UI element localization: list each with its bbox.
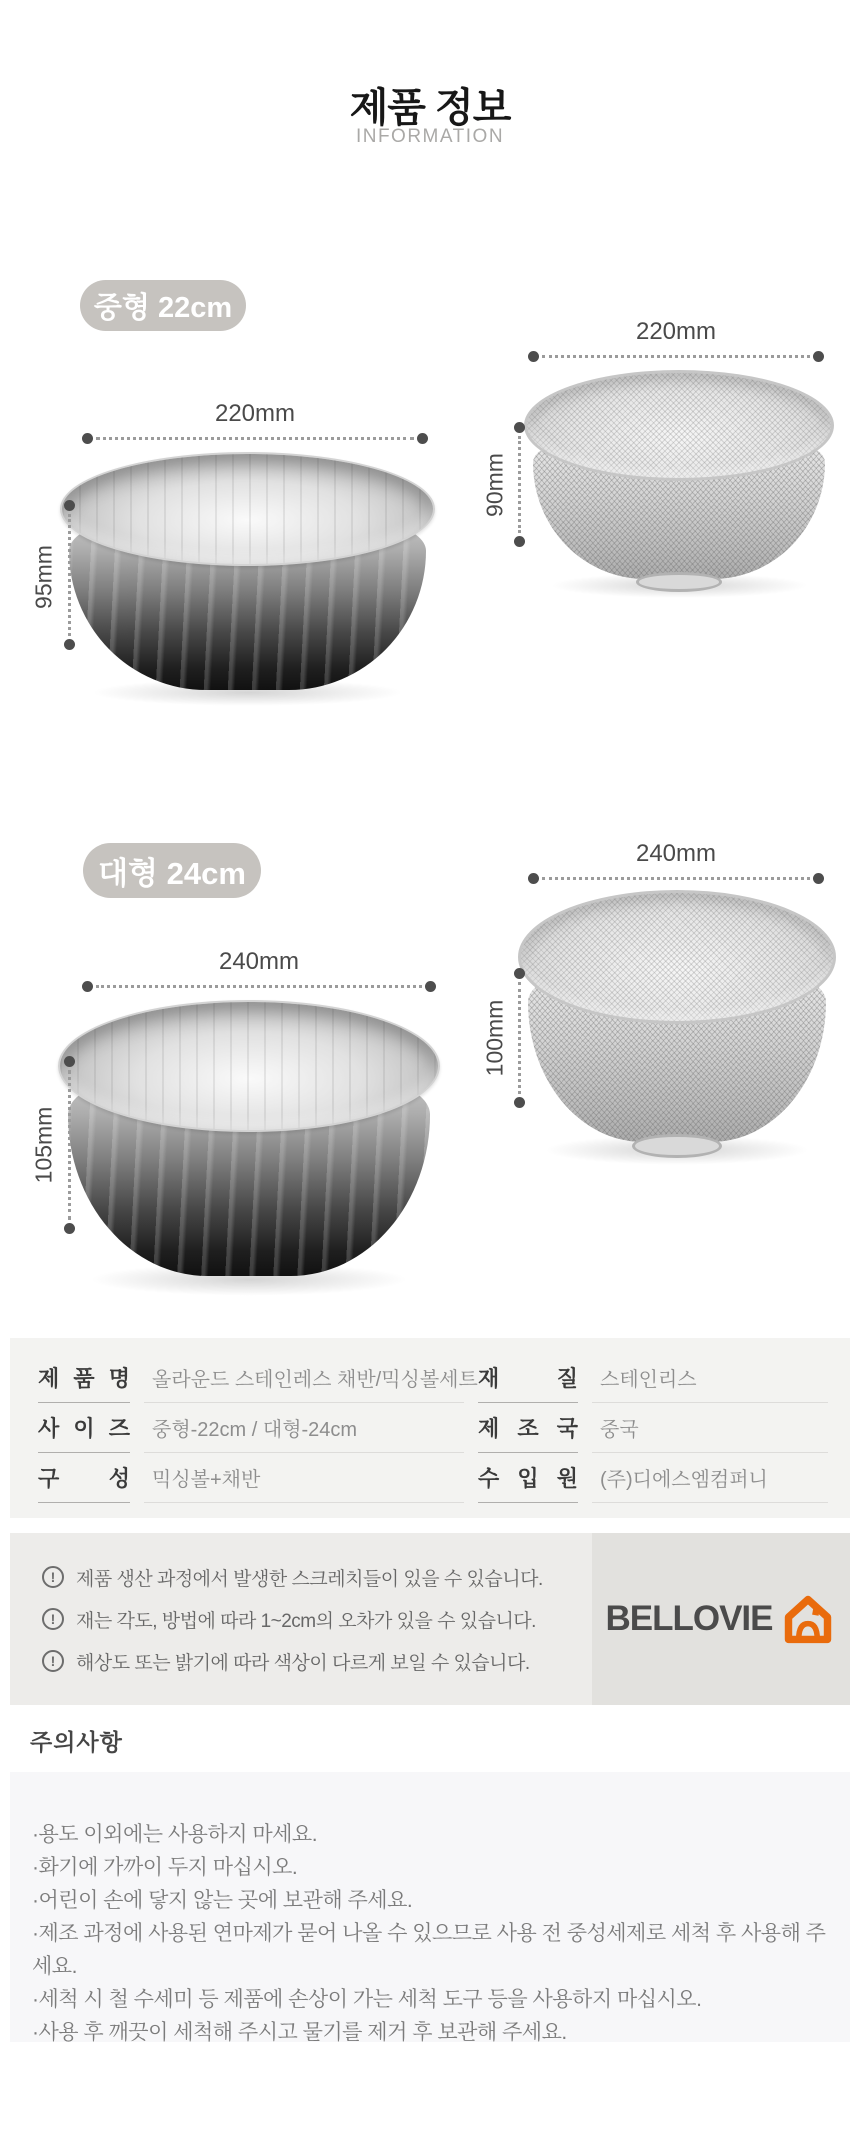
strainer-height-line	[514, 422, 525, 547]
notice-text: 해상도 또는 밝기에 따라 색상이 다르게 보일 수 있습니다.	[76, 1652, 530, 1674]
notice-item	[42, 1556, 543, 1598]
strainer-width-line	[528, 873, 824, 884]
notice-text: 재는 각도, 방법에 따라 1~2cm의 오차가 있을 수 있습니다.	[76, 1610, 536, 1632]
spec-value-importer: (주)디에스엠컴퍼니	[592, 1453, 828, 1503]
bowl-width-line	[82, 981, 436, 992]
notice-item	[42, 1640, 543, 1682]
spec-value-material: 스테인리스	[592, 1353, 828, 1403]
notice-text: 제품 생산 과정에서 발생한 스크레치들이 있을 수 있습니다.	[76, 1568, 543, 1590]
caution-item: ·어린이 손에 닿지 않는 곳에 보관해 주세요.	[32, 1889, 413, 1912]
caution-item: ·사용 후 깨끗이 세척해 주시고 물기를 제거 후 보관해 주세요.	[32, 2021, 567, 2044]
strainer-foot	[636, 572, 723, 592]
bowl-height-label: 105mm	[30, 1106, 57, 1184]
mixing-bowl-image-large	[58, 1000, 440, 1288]
size-badge-large: 대형 24cm	[83, 843, 261, 898]
caution-item: ·제조 과정에 사용된 연마제가 묻어 나올 수 있으므로 사용 전 중성세제로 세척 후 사용해 주세요.	[32, 1922, 826, 1978]
strainer-foot	[632, 1134, 721, 1158]
strainer-opening	[524, 370, 834, 481]
caution-item: ·화기에 가까이 두지 마십시오.	[32, 1856, 298, 1879]
strainer-image-medium	[524, 370, 834, 592]
strainer-height-label: 90mm	[481, 453, 508, 517]
mixing-bowl-image-medium	[60, 452, 435, 700]
spec-value-product-name: 올라운드 스테인레스 채반/믹싱볼세트	[144, 1353, 464, 1403]
house-icon	[779, 1593, 837, 1645]
size-badge-medium: 중형 22cm	[80, 280, 246, 331]
exclamation-circle-icon: !	[42, 1608, 64, 1630]
caution-box	[10, 1772, 850, 2042]
strainer-width-label: 240mm	[635, 840, 717, 867]
bellovie-wordmark: BELLOVIE	[605, 1599, 773, 1638]
strainer-image-large	[518, 890, 836, 1158]
strainer-width-line	[528, 351, 824, 362]
spec-label-material: 재 질	[478, 1353, 578, 1403]
bowl-width-label: 240mm	[218, 948, 300, 975]
spec-label-importer: 수 입 원	[478, 1453, 578, 1503]
spec-label-composition: 구 성	[38, 1453, 130, 1503]
spec-value-size: 중형-22cm / 대형-24cm	[144, 1403, 464, 1453]
notice-box	[10, 1533, 850, 1705]
bowl-height-label: 95mm	[30, 545, 57, 609]
caution-heading: 주의사항	[30, 1729, 123, 1755]
strainer-opening	[518, 890, 836, 1024]
spec-label-size: 사 이 즈	[38, 1403, 130, 1453]
spec-label-product-name: 제 품 명	[38, 1353, 130, 1403]
caution-item: ·세척 시 철 수세미 등 제품에 손상이 가는 세척 도구 등을 사용하지 마십시오.	[32, 1988, 702, 2011]
spec-value-composition: 믹싱볼+채반	[144, 1453, 464, 1503]
bowl-height-line	[64, 1056, 75, 1234]
brand-logo	[592, 1533, 850, 1705]
strainer-height-label: 100mm	[481, 999, 508, 1077]
exclamation-circle-icon: !	[42, 1566, 64, 1588]
exclamation-circle-icon: !	[42, 1650, 64, 1672]
strainer-height-line	[514, 968, 525, 1108]
page-title: 제품 정보	[349, 86, 511, 130]
caution-item: ·용도 이외에는 사용하지 마세요.	[32, 1823, 318, 1846]
notice-item	[42, 1598, 543, 1640]
bowl-height-line	[64, 500, 75, 650]
page-subtitle: INFORMATION	[355, 126, 505, 147]
strainer-width-label: 220mm	[635, 318, 717, 345]
spec-value-origin: 중국	[592, 1403, 828, 1453]
spec-table	[10, 1338, 850, 1518]
spec-label-origin: 제 조 국	[478, 1403, 578, 1453]
bowl-width-line	[82, 433, 428, 444]
bowl-opening	[60, 452, 435, 566]
bowl-width-label: 220mm	[214, 400, 296, 427]
bowl-opening	[58, 1000, 440, 1132]
